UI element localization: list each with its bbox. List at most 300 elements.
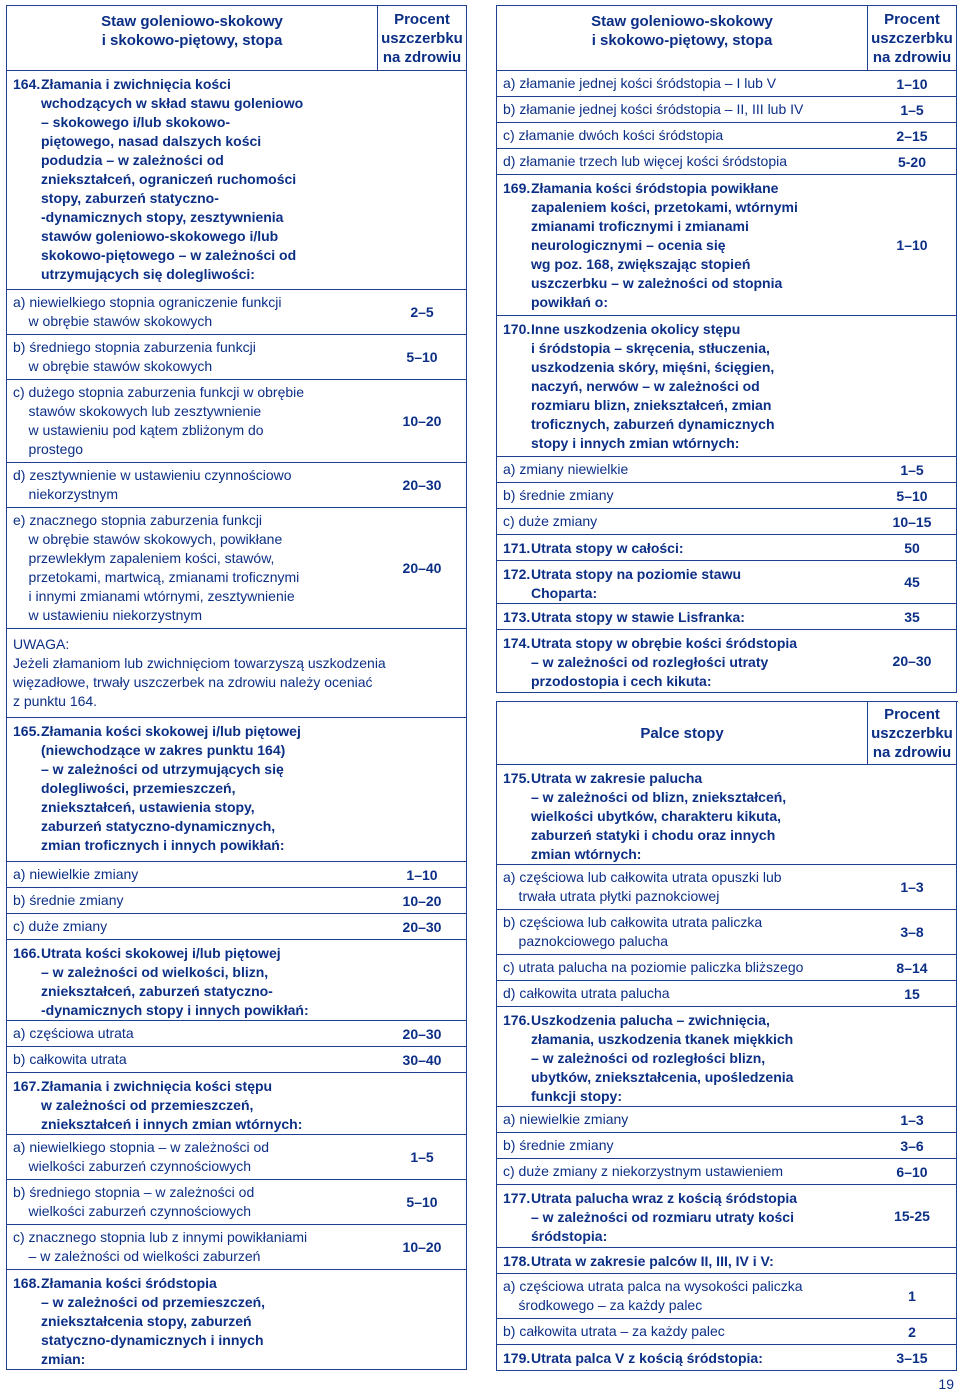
percent-value: 2 [908, 1323, 916, 1340]
value-cell [378, 718, 466, 861]
sub-item-row [7, 463, 466, 508]
item-text [41, 722, 374, 855]
percent-value: 1–5 [900, 101, 924, 118]
value-cell [378, 888, 466, 913]
item-number: 172. [503, 566, 531, 582]
header-percent-line: Procent [884, 705, 940, 723]
item-row [497, 561, 956, 604]
text-line: uszczerbku – w zależności od stopnia [531, 275, 783, 291]
sub-item-row [7, 1021, 466, 1047]
sub-item-description [7, 1180, 378, 1224]
value-cell [868, 71, 956, 96]
sub-item-text [503, 1277, 803, 1315]
item-number: 170. [503, 321, 531, 337]
text-line: Utrata stopy w całości: [531, 540, 684, 556]
item-description [7, 1073, 378, 1134]
sub-item-row [497, 955, 956, 981]
text-line: Uszkodzenia palucha – zwichnięcia, [531, 1012, 770, 1028]
note-block [7, 629, 466, 718]
text-line: zniekształceń, ograniczeń ruchomości [41, 171, 297, 187]
percent-value: 1–3 [900, 879, 924, 895]
text-line: stawów goleniowo-skokowego i/lub [41, 228, 279, 244]
item-text [41, 1274, 374, 1369]
sub-item-row [497, 509, 956, 535]
sub-item-description [497, 1133, 868, 1158]
text-line: Utrata stopy w obrębie kości śródstopia [531, 635, 798, 651]
sub-item-description [7, 508, 378, 628]
item-row [497, 630, 956, 693]
value-cell [868, 604, 956, 629]
text-line: z punktu 164. [13, 693, 98, 709]
text-line: c) duże zmiany z niekorzystnym ustawieniem [503, 1163, 784, 1179]
text-line: naczyń, nerwów – w zależności od [531, 378, 760, 394]
item-number: 167. [13, 1078, 41, 1094]
value-cell [868, 123, 956, 148]
sub-item-description [497, 483, 868, 508]
text-line: niekorzystnym [13, 486, 119, 502]
value-cell [378, 1021, 466, 1046]
percent-value: 3–6 [900, 1137, 924, 1154]
percent-value: 1–10 [896, 237, 928, 253]
text-line: – w zależności od przemieszczeń, [41, 1294, 266, 1310]
text-line: Złamania kości skokowej i/lub piętowej [41, 723, 301, 739]
sub-item-row [497, 865, 956, 910]
text-line: w obrębie stawów skokowych [13, 313, 213, 329]
text-line: c) utrata palucha na poziomie paliczka bliższego [503, 959, 804, 975]
sub-item-row [497, 981, 956, 1007]
item-description [497, 630, 868, 692]
percent-value: 10–20 [402, 413, 442, 429]
sub-item-row [7, 1225, 466, 1270]
value-cell [378, 1047, 466, 1072]
header-title [497, 702, 868, 764]
text-line: prostego [13, 441, 84, 457]
header-percent-line: uszczerbku [381, 29, 463, 47]
sub-item-description [7, 1135, 378, 1179]
sub-item-text [503, 126, 723, 145]
text-line: wielkości zaburzeń czynnościowych [13, 1158, 252, 1174]
text-line: – w zależności od blizn, zniekształceń, [531, 789, 787, 805]
value-cell [378, 463, 466, 507]
percent-value: 10–20 [402, 1239, 442, 1255]
item-text [41, 1077, 374, 1134]
value-cell [378, 1180, 466, 1224]
text-line: wielkości zaburzeń czynnościowych [13, 1203, 252, 1219]
value-cell [868, 535, 956, 560]
sub-item-text [13, 865, 138, 884]
value-cell [868, 561, 956, 603]
text-line: a) częściowa utrata palca na wysokości paliczka [503, 1278, 803, 1294]
sub-item-row [7, 914, 466, 940]
sub-item-row [497, 1319, 956, 1345]
item-text [531, 1252, 864, 1271]
item-row [497, 175, 956, 316]
percent-value: 5–10 [406, 1194, 438, 1210]
value-cell [378, 914, 466, 939]
text-line: uszkodzenia skóry, mięśni, ścięgien, [531, 359, 775, 375]
value-cell [378, 1135, 466, 1179]
sub-item-text [13, 1050, 127, 1069]
item-description [7, 718, 378, 861]
text-line: stopy i innych zmian wtórnych: [531, 435, 740, 451]
sub-item-row [497, 123, 956, 149]
percent-value: 3–15 [896, 1349, 928, 1366]
text-line: i innymi zmianami wtórnymi, zesztywnienie [13, 588, 295, 604]
value-cell [868, 1345, 956, 1370]
text-line: zmianami troficznymi i zmianami [531, 218, 749, 234]
column-header [497, 702, 956, 765]
sub-item-description [7, 862, 378, 887]
text-line: c) duże zmiany [503, 513, 598, 529]
text-line: rozmiaru blizn, zniekształceń, zmian [531, 397, 772, 413]
percent-value: 3–8 [900, 924, 924, 940]
text-line: złamania, uszkodzenia tkanek miękkich [531, 1031, 794, 1047]
text-line: Złamania i zwichnięcia kości [41, 76, 231, 92]
text-line: c) duże zmiany [13, 918, 108, 934]
text-line: b) średniego stopnia – w zależności od [13, 1184, 255, 1200]
header-percent-line: Procent [394, 10, 450, 28]
percent-value: 20–40 [402, 560, 442, 576]
percent-value: 45 [904, 574, 920, 590]
text-line: a) częściowa lub całkowita utrata opuszki lub [503, 869, 782, 885]
text-line: wg poz. 168, zwiększając stopień [531, 256, 751, 272]
value-cell [378, 508, 466, 628]
item-row [7, 718, 466, 862]
value-cell [868, 483, 956, 508]
sub-item-text [13, 511, 299, 625]
sub-item-row [497, 1159, 956, 1185]
percent-value: 2–5 [410, 304, 434, 320]
text-line: b) całkowita utrata [13, 1051, 127, 1067]
item-text [531, 179, 864, 312]
text-line: Utrata w zakresie palców II, III, IV i V: [531, 1253, 774, 1269]
text-line: w obrębie stawów skokowych [13, 358, 213, 374]
item-row [497, 765, 956, 865]
section-gap [496, 693, 958, 702]
text-line: zmian troficznych i innych powikłań: [41, 837, 285, 853]
sub-item-description [7, 290, 378, 334]
item-row [497, 1345, 956, 1370]
percent-value: 20–30 [892, 653, 932, 669]
text-line: przetokami, martwicą, zmianami troficznymi [13, 569, 300, 585]
sub-item-description [7, 1047, 378, 1072]
text-line: Inne uszkodzenia okolicy stępu [531, 321, 741, 337]
text-line: skokowo-piętowego – w zależności od [41, 247, 297, 263]
sub-item-text [503, 1110, 628, 1129]
text-line: Utrata kości skokowej i/lub piętowej [41, 945, 281, 961]
sub-item-row [7, 862, 466, 888]
text-line: – w zależności od rozległości blizn, [531, 1050, 766, 1066]
text-line: paznokciowego palucha [503, 933, 668, 949]
value-cell [868, 981, 956, 1006]
text-line: podudzia – w zależności od [41, 152, 224, 168]
text-line: powikłań o: [531, 294, 608, 310]
text-line: -dynamicznych stopy i innych powikłań: [41, 1002, 309, 1018]
percent-value: 50 [904, 539, 920, 556]
text-line: Utrata palca V z kością śródstopia: [531, 1350, 763, 1366]
sub-item-description [497, 509, 868, 534]
value-cell [868, 1185, 956, 1247]
percent-value: 15 [904, 985, 920, 1002]
header-percent-line: uszczerbku [871, 29, 953, 47]
item-description [497, 1345, 868, 1370]
text-line: stawów skokowych lub zesztywnienie [13, 403, 262, 419]
item-number: 176. [503, 1012, 531, 1028]
percent-value: 1–5 [900, 461, 924, 478]
text-line: przodostopia i cech kikuta: [531, 673, 712, 689]
text-line: a) niewielkie zmiany [13, 866, 139, 882]
sub-item-text [503, 460, 628, 479]
item-text [531, 320, 864, 453]
percent-value: 20–30 [402, 918, 442, 935]
text-line: utrzymujących się dolegliwości: [41, 266, 255, 282]
percent-value: 30–40 [402, 1051, 442, 1068]
text-line: zapaleniem kości, przetokami, wtórnymi [531, 199, 798, 215]
percent-value: 35 [904, 608, 920, 625]
text-line: Jeżeli złamaniom lub zwichnięciom towarzyszą uszkodzenia [13, 655, 386, 671]
header-percent [378, 6, 466, 70]
sub-item-text [13, 293, 282, 331]
item-row [497, 1007, 956, 1107]
text-line: więzadłowe, trwały uszczerbek na zdrowiu należy oceniać [13, 674, 373, 690]
text-line: zaburzeń statyczno-dynamicznych, [41, 818, 276, 834]
value-cell [378, 380, 466, 462]
item-number: 177. [503, 1190, 531, 1206]
sub-item-row [7, 508, 466, 629]
item-text [531, 608, 864, 627]
item-row [7, 71, 466, 290]
value-cell [378, 1073, 466, 1134]
item-text [531, 634, 864, 691]
value-cell [868, 1133, 956, 1158]
text-line: ubytków, zniekształcenia, upośledzenia [531, 1069, 794, 1085]
left-table [6, 5, 467, 1370]
sub-item-text [13, 1228, 307, 1266]
sub-item-row [497, 457, 956, 483]
text-line: Utrata stopy w stawie Lisfranka: [531, 609, 745, 625]
sub-item-description [497, 149, 868, 174]
sub-item-text [503, 152, 787, 171]
text-line: trwała utrata płytki paznokciowej [503, 888, 720, 904]
text-line: a) zmiany niewielkie [503, 461, 629, 477]
text-line: – w zależności od wielkości, blizn, [41, 964, 269, 980]
sub-item-row [497, 149, 956, 175]
sub-item-text [503, 868, 782, 906]
item-row [497, 604, 956, 630]
header-percent-line: Procent [884, 10, 940, 28]
percent-value: 5-20 [897, 153, 927, 170]
item-text [531, 565, 864, 603]
item-number: 169. [503, 180, 531, 196]
item-description [7, 71, 378, 289]
sub-item-row [497, 97, 956, 123]
text-line: zniekształcenia stopy, zaburzeń [41, 1313, 252, 1329]
item-text [531, 1189, 864, 1246]
text-line: Utrata stopy na poziomie stawu [531, 566, 742, 582]
header-title-line: Staw goleniowo-skokowy [101, 13, 283, 30]
sub-item-text [503, 984, 670, 1003]
value-cell [868, 509, 956, 534]
column-header [497, 6, 956, 71]
item-row [497, 1248, 956, 1274]
text-line: b) całkowita utrata – za każdy palec [503, 1323, 725, 1339]
text-line: -dynamicznych stopy, zesztywnienia [41, 209, 284, 225]
sub-item-text [13, 466, 292, 504]
value-cell [378, 940, 466, 1020]
sub-item-text [503, 1136, 614, 1155]
text-line: stopy, zaburzeń statyczno- [41, 190, 219, 206]
text-line: b) średniego stopnia zaburzenia funkcji [13, 339, 256, 355]
item-description [497, 175, 868, 315]
sub-item-row [497, 71, 956, 97]
sub-item-description [497, 1159, 868, 1184]
sub-item-text [503, 74, 776, 93]
percent-value: 10–20 [402, 892, 442, 909]
text-line: – w zależności od rozmiaru utraty kości [531, 1209, 794, 1225]
sub-item-row [7, 335, 466, 380]
text-line: zniekształceń, zaburzeń statyczno- [41, 983, 273, 999]
sub-item-text [503, 486, 614, 505]
sub-item-row [7, 290, 466, 335]
sub-item-text [13, 917, 107, 936]
item-number: 179. [503, 1350, 531, 1366]
sub-item-description [497, 910, 868, 954]
sub-item-text [13, 1024, 134, 1043]
value-cell [378, 862, 466, 887]
sub-item-description [497, 1319, 868, 1344]
item-description [7, 940, 378, 1020]
sub-item-text [13, 1138, 269, 1176]
text-line: e) znacznego stopnia zaburzenia funkcji [13, 512, 263, 528]
header-percent-line: uszczerbku [871, 724, 953, 742]
item-number: 178. [503, 1253, 531, 1269]
text-line: śródstopia: [531, 1228, 608, 1244]
item-text [531, 1011, 864, 1106]
percent-value: 6–10 [896, 1163, 928, 1180]
value-cell [868, 1274, 956, 1318]
sub-item-text [13, 1183, 254, 1221]
percent-value: 10–15 [892, 513, 932, 530]
text-line: statyczno-dynamicznych i innych [41, 1332, 264, 1348]
sub-item-row [497, 1107, 956, 1133]
sub-item-row [7, 888, 466, 914]
item-text [41, 75, 374, 284]
text-line: d) złamanie trzech lub więcej kości śródstopia [503, 153, 788, 169]
value-cell [378, 290, 466, 334]
text-line: troficznych, zaburzeń dynamicznych [531, 416, 775, 432]
header-percent-line: na zdrowiu [872, 48, 952, 66]
percent-value: 1 [908, 1288, 916, 1304]
value-cell [378, 1225, 466, 1269]
item-row [7, 940, 466, 1021]
value-cell [868, 316, 956, 456]
sub-item-description [7, 1021, 378, 1046]
item-number: 168. [13, 1275, 41, 1291]
value-cell [868, 1248, 956, 1273]
item-number: 175. [503, 770, 531, 786]
text-line: piętowego, nasad dalszych kości [41, 133, 262, 149]
item-row [497, 535, 956, 561]
percent-value: 1–3 [900, 1111, 924, 1128]
text-line: b) średnie zmiany [13, 892, 124, 908]
sub-item-description [497, 955, 868, 980]
sub-item-text [13, 338, 256, 376]
sub-item-row [497, 910, 956, 955]
value-cell [868, 457, 956, 482]
item-description [497, 561, 868, 603]
text-line: b) częściowa lub całkowita utrata paliczka [503, 914, 763, 930]
value-cell [378, 71, 466, 289]
header-title-line: Staw goleniowo-skokowy [591, 13, 773, 30]
value-cell [868, 1159, 956, 1184]
text-line: b) średnie zmiany [503, 487, 614, 503]
sub-item-description [497, 123, 868, 148]
sub-item-row [497, 1274, 956, 1319]
text-line: a) częściowa utrata [13, 1025, 134, 1041]
value-cell [868, 149, 956, 174]
percent-value: 8–14 [896, 959, 928, 976]
value-cell [868, 175, 956, 315]
header-title-line: i skokowo-piętowy, stopa [591, 32, 773, 49]
page-number: 19 [938, 1376, 954, 1392]
percent-value: 1–10 [896, 75, 928, 92]
sub-item-description [7, 335, 378, 379]
percent-value: 20–30 [402, 1025, 442, 1042]
sub-item-description [497, 865, 868, 909]
sub-item-row [7, 1047, 466, 1073]
sub-item-description [497, 981, 868, 1006]
sub-item-text [503, 100, 803, 119]
item-number: 173. [503, 609, 531, 625]
item-number: 166. [13, 945, 41, 961]
value-cell [868, 865, 956, 909]
value-cell [868, 1319, 956, 1344]
sub-item-description [7, 380, 378, 462]
text-line: zniekształceń, ustawienia stopy, [41, 799, 255, 815]
text-line: Utrata palucha wraz z kością śródstopia [531, 1190, 798, 1206]
sub-item-row [7, 380, 466, 463]
text-line: środkowego – za każdy palec [503, 1297, 703, 1313]
item-row [497, 1185, 956, 1248]
text-line: zniekształceń i innych zmian wtórnych: [41, 1116, 303, 1132]
text-line: c) znacznego stopnia lub z innymi powikłaniami [13, 1229, 308, 1245]
text-line: zmian: [41, 1351, 86, 1367]
value-cell [378, 335, 466, 379]
text-line: w ustawieniu niekorzystnym [13, 607, 203, 623]
value-cell [868, 1107, 956, 1132]
text-line: a) niewielkiego stopnia – w zależności od [13, 1139, 270, 1155]
value-cell [868, 910, 956, 954]
item-number: 165. [13, 723, 41, 739]
text-line: Złamania kości śródstopia [41, 1275, 217, 1291]
header-percent-line: na zdrowiu [382, 48, 462, 66]
value-cell [868, 630, 956, 692]
header-percent-line: na zdrowiu [872, 743, 952, 761]
header-title [497, 6, 868, 70]
text-line: Złamania i zwichnięcia kości stępu [41, 1078, 273, 1094]
text-line: a) złamanie jednej kości śródstopia – I lub V [503, 75, 777, 91]
text-line: w ustawieniu pod kątem zbliżonym do [13, 422, 264, 438]
text-line: wchodzących w skład stawu goleniowo [41, 95, 304, 111]
text-line: b) złamanie jednej kości śródstopia – II, III lub IV [503, 101, 804, 117]
header-percent [868, 702, 956, 764]
percent-value: 2–15 [896, 127, 928, 144]
item-text [531, 769, 864, 864]
item-text [531, 539, 864, 558]
item-number: 171. [503, 540, 531, 556]
header-title [7, 6, 378, 70]
item-description [497, 765, 868, 864]
